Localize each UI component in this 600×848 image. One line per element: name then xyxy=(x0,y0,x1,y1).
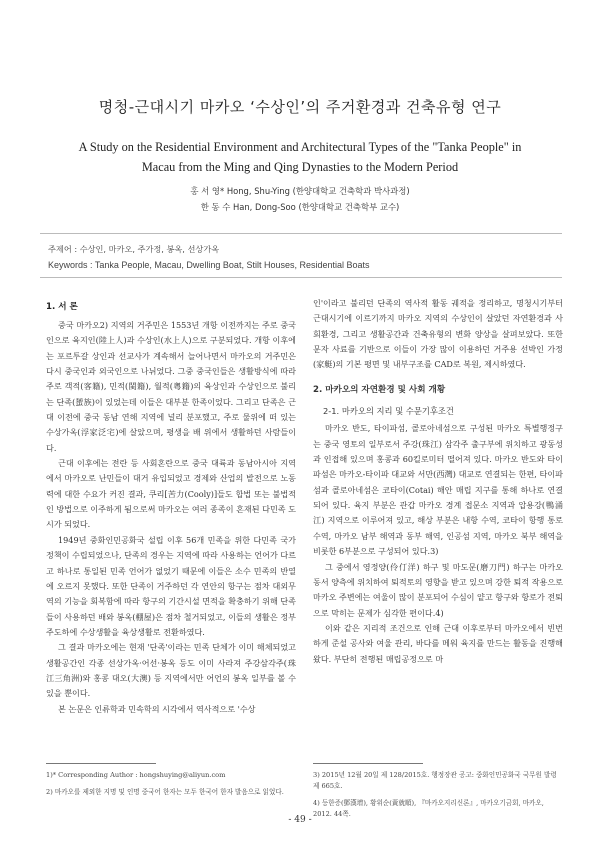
page-number: - 49 - xyxy=(288,815,312,825)
footnote-rule-right xyxy=(313,763,423,764)
right-paragraph-1: 인'이라고 불리던 단족의 역사적 활동 궤적을 정리하고, 명청시기부터 근대시기에 이르기까지 마카오 지역의 수상인이 살았던 자연환경과 사회환경, 그리고 생활공간과 건축유형의 변화 양상을 살펴보았다. 또한 문자 사료를 기반으로 이들이 가장 많이 이용하던 거주용 선박인 가정(家艇)의 기본 평면 및 내부구조를 CAD로 복원, 제시하였다. xyxy=(313,298,563,370)
left-paragraph-4: 그 결과 마카오에는 현재 '단족'이라는 민족 단체가 이미 해체되었고 생활공간인 각종 선상가옥·어선·봉옥 등도 이미 사라져 주강삼각주(珠江三角洲)와 홍콩 대오(大澳) 등 지역에서만 어언의 봉옥 일부를 볼 수 있을 뿐이다. xyxy=(46,642,296,699)
left-paragraph-1: 중국 마카오2) 지역의 거주민은 1553년 개항 이전까지는 주로 중국인으로 육지인(陸上人)과 수상인(水上人)으로 구분되었다. 개항 이후에는 포르투갈 상인과 선교사가 계속해서 늘어나면서 마카오의 거주민은 다시 중국인과 외국인으로 나뉘었다. 그중 중국인들은 생활방식에 따라 주로 객적(客籍), 민적(閩籍), 월적(粵籍)의 육상인과 수상인으로 불리는 단족(蜑族)이 있었는데 이들은 대부분 한족이었다. 그리고 단족은 근대 이전에 중국 동남 연해 지역에 널리 분포했고, 주로 물위에 떠 있는 수상가옥(浮家泛宅)에 살았으며, 평생을 배 위에서 생활하던 사람들이다. xyxy=(46,320,296,453)
footnote-2: 2) 마카오를 제외한 지명 및 인명 중국어 한자는 모두 한국어 한자 발음으로 읽었다. xyxy=(46,788,284,796)
right-paragraph-2: 마카오 반도, 타이파섬, 콜로아네섬으로 구성된 마카오 특별행정구는 중국 영토의 일부로서 주강(珠江) 삼각주 출구부에 위치하고 광동성과 인접해 있으며 홍콩과 60킬로미터 떨어져 있다. 마카오 반도와 타이파섬은 마카오-타이파 대교와 서만(西灣) 대교로 연결되는 한편, 타이파섬과 콜로아네섬은 코타이(Cotai) 해안 매립 지구를 통해 하나로 연결되어 있다. 육지 부분은 관갑 마카오 경계 접문소 지역과 압용강(鴨涌江) 지역으로 이루어져 있고, 해상 부분은 내항 수역, 코타이 항행 통로 수역, 마카오 남부 해역과 동부 해역, 인공섬 지역, 마카오 북부 해역을 비롯한 6부분으로 구성되어 있다.3) xyxy=(313,423,563,557)
keywords-top-rule xyxy=(40,233,562,234)
left-paragraph-2: 근대 이후에는 전란 등 사회혼란으로 중국 대륙과 동남아시아 지역에서 마카오로 난민들이 대거 유입되었고 경제와 산업의 발전으로 노동력에 대한 수요가 커진 결과, 쿠리[苦力(Cooly)]들도 합법 또는 불법적인 방법으로 이주하게 됨으로써 마카오는 여러 종족이 혼재된 다민족 도시가 되었다. xyxy=(46,458,296,530)
english-title-line-2: Macau from the Ming and Qing Dynasties to the Modern Period xyxy=(141,160,459,174)
left-column xyxy=(46,318,296,717)
section-2-heading: 2. 마카오의 자연환경 및 사회 개황 xyxy=(313,384,446,395)
author-1: 홍 서 영* Hong, Shu-Ying (한양대학교 건축학과 박사과정) xyxy=(190,186,410,196)
keywords-korean: 주제어 : 수상인, 마카오, 주가정, 봉옥, 선상가옥 xyxy=(48,244,220,254)
author-2: 한 동 수 Han, Dong-Soo (한양대학교 건축학부 교수) xyxy=(200,202,400,212)
left-paragraph-3: 1949년 중화인민공화국 설립 이후 56개 민족을 위한 다민족 국가 정책이 수립되었으나, 단족의 경우는 지역에 따라 사용하는 언어가 다르고 하나로 통일된 민족 언어가 없었기 때문에 이들은 소수 민족의 반열에 오르지 못했다. 또한 단족이 거주하던 각 연안의 항구는 점차 대외무역의 기능을 회복함에 따라 항구의 기간시설 면적을 확충하기 위해 단족들이 사용하던 배와 봉옥(棚屋)은 점차 철거되었고, 이들의 생활은 정부 주도하에 수상생활을 육상생활로 전환하였다. xyxy=(46,534,296,637)
footnote-1: 1)* Corresponding Author : hongshuying@aliyun.com xyxy=(46,771,226,779)
section-1-heading: 1. 서 론 xyxy=(46,302,78,312)
right-column xyxy=(313,296,563,667)
footnote-rule-left xyxy=(46,763,156,764)
left-paragraph-5: 본 논문은 인류학과 민속학의 시각에서 역사적으로 '수상 xyxy=(58,703,256,714)
footnotes-left xyxy=(46,770,296,804)
right-paragraph-3: 그 중에서 영정양(伶仃洋) 하구 및 마도문(磨刀門) 하구는 마카오 동서 양측에 위치하여 퇴적토의 영향을 받고 있으며 강한 퇴적 작용으로 마카오 주변에는 여울이 많이 분포되어 수심이 얕고 항구와 항로가 전퇴으로 막히는 문제가 심각한 편이다.4) xyxy=(313,561,563,618)
right-paragraph-4: 이와 같은 지리적 조건으로 인해 근대 이후로부터 마카오에서 빈번하게 준설 공사와 여울 관리, 바다를 메워 육지를 만드는 활동을 진행해 왔다. 부단히 전행된 매립공정으로 마 xyxy=(313,622,563,664)
english-title-line-1: A Study on the Residential Environment and Architectural Types of the "Tanka People" in xyxy=(78,140,522,154)
english-title xyxy=(40,137,560,177)
footnote-4: 4) 등한증(鄧漢增), 황위순(黃就順), 『마카오지리신론』, 마카오기금회, 마카오, 2012. 44쪽. xyxy=(313,799,544,818)
korean-title: 명청-근대시기 마카오 ‘수상인’의 주거환경과 건축유형 연구 xyxy=(98,98,502,116)
keywords-english: Keywords : Tanka People, Macau, Dwelling Boat, Stilt Houses, Residential Boats xyxy=(48,260,370,270)
keywords-bottom-rule xyxy=(40,277,562,278)
section-2-1-heading: 2-1. 마카오의 지리 및 수문기후조건 xyxy=(323,406,454,417)
footnote-3: 3) 2015년 12월 20일 제 128/2015호. 행정장관 공고: 중화인민공화국 국무원 발령 제 665호. xyxy=(313,771,557,790)
